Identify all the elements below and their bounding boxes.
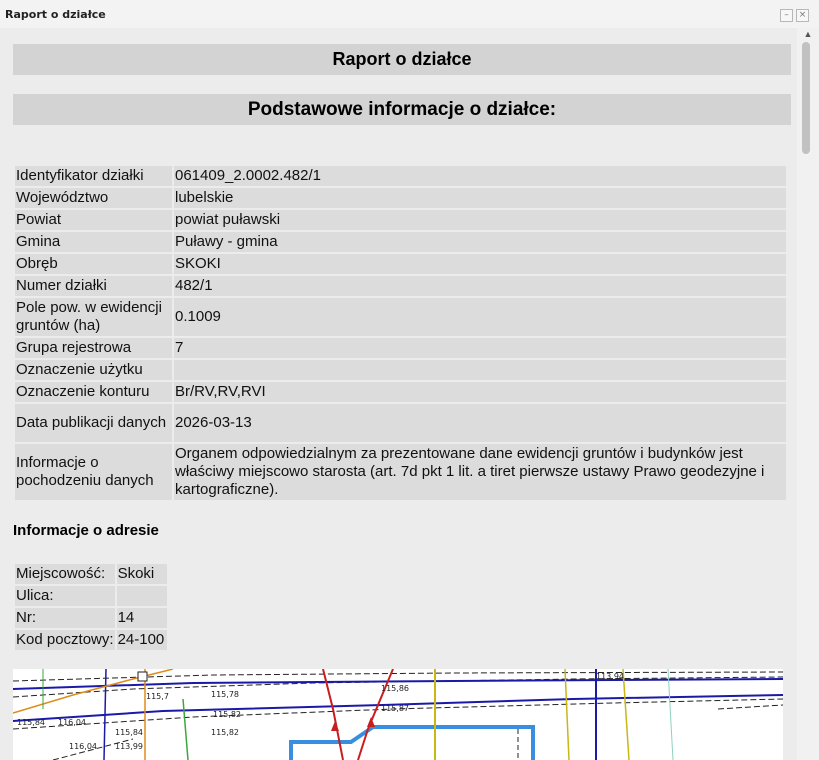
row-value: Organem odpowiedzialnym za prezentowane dane ewidencji gruntów i budynków jest właściwy miejscowo starosta (art. 7d pkt 1 lit. a tiret pierwsze ustawy Prawo geodezyjne i kartograficzne). [174,444,786,500]
map-yellow-line [623,669,629,760]
row-label: Ulica: [15,586,115,606]
row-label: Oznaczenie konturu [15,382,172,402]
row-value: Skoki [117,564,167,584]
map-green-line [183,699,188,760]
row-label: Województwo [15,188,172,208]
map-arrow-marker [367,717,375,727]
table-row [15,166,786,186]
report-title: Raport o działce [13,44,791,75]
row-value: powiat puławski [174,210,786,230]
row-label: Data publikacji danych [15,404,172,442]
map-yellow-line [565,669,569,760]
map-height-label: 116,04 [69,742,97,751]
table-row [15,210,786,230]
row-label: Obręb [15,254,172,274]
address-table [13,562,169,652]
map-height-label: 113,94 [596,672,624,681]
scrollbar-thumb[interactable] [802,42,810,154]
map-height-label: 113,99 [115,742,143,751]
table-row [15,608,167,628]
row-label: Kod pocztowy: [16,631,114,648]
vertical-scrollbar[interactable] [797,28,819,760]
row-value: SKOKI [174,254,786,274]
row-value [174,360,786,380]
row-value: 24-100 [117,630,167,650]
map-arrow-marker [331,721,339,731]
map-height-label: 115,7 [146,692,169,701]
row-value: 061409_2.0002.482/1 [174,166,786,186]
address-section-title: Informacje o adresie [13,522,159,539]
map-parcel-boundary [291,727,533,760]
map-height-label: 115,82 [213,710,241,719]
minimize-button[interactable]: – [780,9,793,22]
table-row [15,586,167,606]
row-label: Oznaczenie użytku [15,360,172,380]
row-label: Powiat [15,210,172,230]
close-button[interactable]: × [796,9,809,22]
map-height-label: 115,86 [381,684,409,693]
row-value: 482/1 [174,276,786,296]
table-row [15,630,167,650]
table-row [15,188,786,208]
row-value: Br/RV,RV,RVI [174,382,786,402]
row-value: lubelskie [174,188,786,208]
row-label: Identyfikator działki [15,166,172,186]
window-title: Raport o działce [5,8,106,21]
row-value [117,586,167,606]
table-row [15,360,786,380]
row-value: 7 [174,338,786,358]
row-label: Pole pow. w ewidencji gruntów (ha) [15,298,172,336]
map-height-label: 115,78 [211,690,239,699]
parcel-map[interactable] [13,669,783,760]
row-label: Gmina [15,232,172,252]
window-titlebar[interactable] [0,0,819,28]
table-row [15,338,786,358]
row-label: Nr: [15,608,115,628]
map-height-label: 115,84 [115,728,143,737]
report-content [0,28,797,760]
table-row [15,254,786,274]
section-heading: Podstawowe informacje o działce: [13,94,791,125]
map-dashed-line [718,705,783,709]
row-value: Puławy - gmina [174,232,786,252]
map-height-label: 115,84 [17,718,45,727]
row-label: Grupa rejestrowa [15,338,172,358]
table-row [15,564,167,584]
row-value: 2026-03-13 [174,404,786,442]
table-row [15,232,786,252]
map-height-label: 116,04 [58,718,86,727]
row-label: Numer działki [15,276,172,296]
row-value: 0.1009 [174,298,786,336]
map-orange-line [13,669,173,713]
map-svg [13,669,783,760]
map-teal-line [668,669,673,760]
map-height-label: 115,87 [381,704,409,713]
table-row [15,382,786,402]
row-value: 14 [117,608,167,628]
table-row [15,404,786,442]
row-label: Miejscowość: [15,564,115,584]
row-label: Informacje o pochodzeniu danych [15,444,172,500]
map-height-label: 115,82 [211,728,239,737]
table-row [15,276,786,296]
parcel-info-table [13,164,788,502]
map-point-marker [138,672,147,681]
table-row [15,298,786,336]
table-row [15,444,786,500]
scroll-up-arrow-icon[interactable]: ▲ [803,29,813,39]
